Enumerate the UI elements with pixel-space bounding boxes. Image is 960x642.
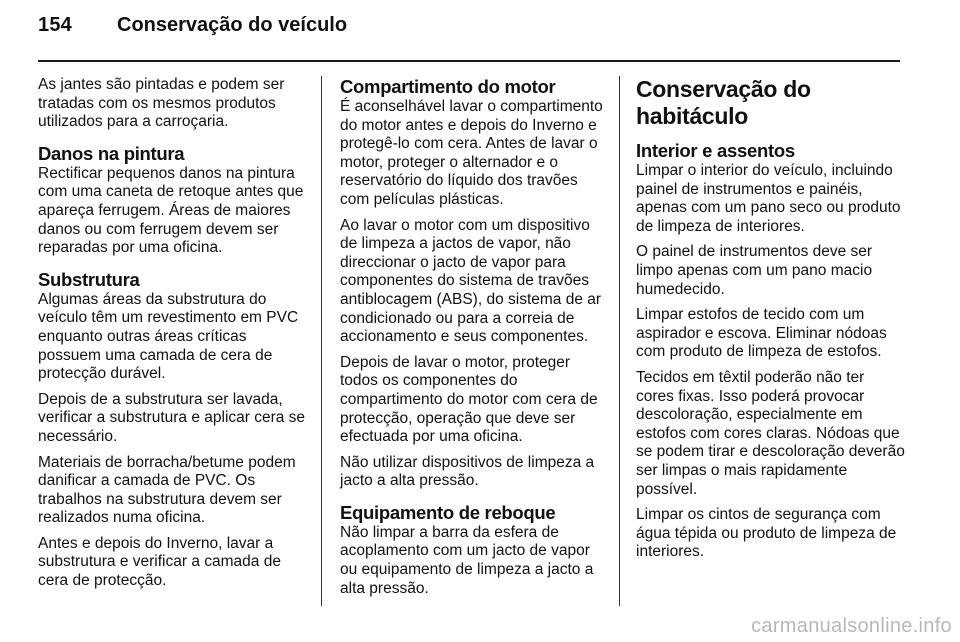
underbody-paragraph-4: Antes e depois do Inverno, lavar a substrutura e verificar a camada de cera de protecção.: [38, 534, 281, 590]
column-left: [38, 76, 306, 598]
interior-paragraph-5: Limpar os cintos de segurança com água tépida ou produto de limpeza de interiores.: [636, 506, 897, 561]
interior-paragraph-3: Limpar estofos de tecido com um aspirador e escova. Eliminar nódoas com produto de limpeza de estofos.: [636, 306, 887, 361]
underbody-paragraph-1: Algumas áreas da substrutura do veículo têm um revestimento em PVC enquanto outras áreas críticas possuem uma camada de cera de protecção durável.: [38, 290, 299, 383]
engine-compartment-heading: Compartimento do motor: [340, 76, 556, 97]
paint-damage-paragraph: Rectificar pequenos danos na pintura com uma caneta de retoque antes que apareça ferrugem. Áreas de maiores danos ou com ferrugem devem ser reparadas por uma oficina.: [38, 164, 304, 257]
intro-paragraph: As jantes são pintadas e podem ser tratadas com os mesmos produtos utilizados para a carroçaria.: [38, 76, 285, 131]
interior-paragraph-1: Limpar o interior do veículo, incluindo painel de instrumentos e painéis, apenas com um pano seco ou produto de limpeza de interiores.: [636, 162, 901, 235]
interior-paragraph-2: O painel de instrumentos deve ser limpo apenas com um pano macio humedecido.: [636, 243, 873, 298]
paint-damage-heading: Danos na pintura: [38, 142, 185, 164]
engine-paragraph-4: Não utilizar dispositivos de limpeza a jacto a alta pressão.: [340, 453, 595, 490]
column-right: [636, 76, 906, 569]
interior-paragraph-4: Tecidos em têxtil poderão não ter cores fixas. Isso poderá provocar descoloração, especialmente em estofos com cores claras. Nódoas que se podem tirar e descoloração deverão ser limpas o mais rapidamente possível.: [636, 368, 905, 498]
header-rule: [38, 60, 900, 62]
engine-paragraph-2: Ao lavar o motor com um dispositivo de limpeza a jactos de vapor, não direccionar o jacto de vapor para componentes do sistema de travões antiblocagem (ABS), do sistema de ar condicionado ou para a correia de accionamento e seus componentes.: [340, 216, 602, 346]
page-number: 154: [38, 14, 72, 36]
column-divider-2: [619, 76, 620, 606]
interior-seats-heading: Interior e assentos: [636, 140, 795, 161]
towing-equipment-heading: Equipamento de reboque: [340, 501, 556, 523]
page-title: Conservação do veículo: [117, 14, 348, 36]
underbody-heading: Substrutura: [38, 268, 140, 290]
interior-care-title: Conservação do habitáculo: [636, 76, 811, 129]
watermark: carmanualsonline.info: [751, 615, 952, 637]
engine-paragraph-3: Depois de lavar o motor, proteger todos os componentes do compartimento do motor com cera de protecção, operação que deve ser efectuada por uma oficina.: [340, 353, 598, 446]
column-divider-1: [321, 76, 322, 606]
underbody-paragraph-3: Materiais de borracha/betume podem danificar a camada de PVC. Os trabalhos na substrutura devem ser realizados numa oficina.: [38, 453, 296, 527]
column-middle: [340, 76, 608, 605]
towing-paragraph: Não limpar a barra da esfera de acoplamento com um jacto de vapor ou equipamento de limpeza a jacto a alta pressão.: [340, 523, 594, 597]
underbody-paragraph-2: Depois de a substrutura ser lavada, verificar a substrutura e aplicar cera se necessário.: [38, 390, 306, 445]
engine-paragraph-1: É aconselhável lavar o compartimento do motor antes e depois do Inverno e protegê-lo com cera. Antes de lavar o motor, proteger o alternador e o reservatório do líquido dos travões com películas plásticas.: [340, 98, 603, 208]
